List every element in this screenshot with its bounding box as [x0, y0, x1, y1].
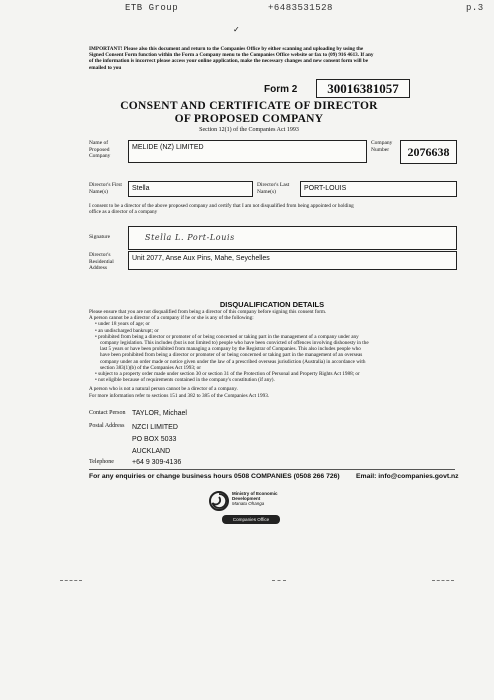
fax-artifact-line: [432, 580, 454, 581]
first-name-value: Stella: [132, 185, 150, 192]
form-number-box: [316, 79, 410, 98]
postal-line: AUCKLAND: [132, 448, 171, 455]
company-name-field: [128, 140, 367, 163]
fax-artifact-line: [60, 580, 82, 581]
address-label: Director's Residential Address: [89, 252, 114, 271]
contact-person-value: TAYLOR, Michael: [132, 410, 187, 417]
fax-number: +6483531528: [268, 3, 333, 13]
bullet-continuation: have been prohibited from being a director or promoter of or being concerned or taking part in the management of an overseas: [100, 352, 363, 359]
bullet-item: • under 18 years of age; or: [95, 321, 150, 328]
telephone-label: Telephone: [89, 459, 114, 465]
signature-field: [128, 226, 457, 250]
divider: [89, 469, 455, 470]
telephone-value: +64 9 309-4136: [132, 459, 182, 466]
signature-value: Stella L. Port-Louis: [145, 233, 235, 242]
form-number: 30016381057: [327, 81, 399, 96]
intro-line: A person cannot be a director of a company if he or she is any of the following:: [89, 315, 254, 322]
logo-line: Ministry of Economic: [232, 491, 278, 496]
disqualification-heading: DISQUALIFICATION DETAILS: [219, 300, 325, 309]
bullet-continuation: company under an order made or notice given under the law of a prescribed overseas jurisdiction (Australia) in accordance with: [100, 358, 366, 365]
form-title-line2: OF PROPOSED COMPANY: [174, 113, 324, 125]
disqualification-body: [89, 309, 455, 399]
contact-person-label: Contact Person: [89, 410, 126, 416]
company-number: 2076638: [407, 145, 450, 159]
ministry-logo: [208, 488, 298, 530]
fax-artifact-line: [272, 580, 286, 581]
check-mark: ✓: [233, 25, 240, 34]
logo-line: Manatu Ohanga: [232, 501, 265, 507]
companies-office-badge: Companies Office: [222, 515, 280, 524]
company-name-value: MELIDE (NZ) LIMITED: [132, 144, 204, 151]
address-field: [128, 251, 457, 270]
last-name-label: Director's Last Name(s): [257, 182, 290, 195]
form-title-line1: CONSENT AND CERTIFICATE OF DIRECTOR: [120, 100, 378, 112]
last-name-field: [300, 181, 457, 197]
notice-lead: IMPORTANT! Please also this document and return to the Companies Office by either scanning and uploading by using the: [89, 46, 364, 52]
bullet-continuation: last 5 years or have been prohibited from managing a company by the Registrar of Companies. This also includes people who: [100, 346, 361, 353]
company-name-label: Name of Proposed Company: [89, 140, 111, 159]
section-note: Section 12(1) of the Companies Act 1993: [199, 127, 299, 133]
consent-statement: [89, 203, 455, 215]
bullet-item: • prohibited from being a director or promoter of or being concerned or taking part in the management of a company under any: [95, 333, 359, 340]
postal-address: [132, 422, 178, 458]
last-name-value: PORT-LOUIS: [304, 185, 347, 192]
notice-line: emailed to you: [89, 64, 122, 71]
enquiries-line: For any enquiries or change business hours 0508 COMPANIES (0508 266 726): [89, 473, 340, 480]
notice-line: Signed Consent Form function within the Form a Company menu to the Companies Office website or fax to (09) 916 4613. If any: [89, 52, 374, 59]
company-number-box: [400, 140, 457, 164]
outro-line: A person who is not a natural person cannot be a director of a company.: [89, 386, 238, 393]
notice: [89, 46, 409, 71]
consent-line: I consent to be a director of the above proposed company and certify that I am not disqualified from being appointed or holding: [89, 203, 354, 209]
notice-line: of the information is incorrect please access your online application, make the necessary changes and new consent form will be: [89, 58, 369, 65]
postal-address-label: Postal Address: [89, 423, 125, 429]
bullet-item: • an undischarged bankrupt; or: [95, 327, 159, 334]
koru-logo-icon: [208, 490, 230, 512]
first-name-field: [128, 181, 253, 197]
address-value: Unit 2077, Anse Aux Pins, Mahe, Seychelles: [132, 255, 270, 262]
enquiries-email: Email: info@companies.govt.nz: [356, 473, 459, 480]
intro-line: Please ensure that you are not disqualified from being a director of this company before signing this consent form.: [89, 309, 327, 315]
outro-line: For more information refer to sections 151 and 382 to 385 of the Companies Act 1993.: [89, 392, 270, 399]
postal-line: PO BOX 5033: [132, 436, 177, 443]
bullet-continuation: section 383(1)(b) of the Companies Act 1993; or: [100, 364, 201, 371]
logo-line: Development: [232, 496, 261, 502]
form-label: Form 2: [264, 84, 298, 95]
signature-label: Signature: [89, 234, 111, 240]
bullet-continuation: company legislation. This includes (but is not limited to) people who have been convicted of offences involving dishonesty in the: [100, 340, 369, 347]
bullet-item: • subject to a property order made under section 30 or section 31 of the Protection of Personal and Property Rights Act 1988; or: [95, 371, 360, 378]
fax-sender: ETB Group: [125, 3, 179, 13]
company-number-label: Company Number: [371, 140, 393, 153]
first-name-label: Director's First Name(s): [89, 182, 122, 195]
bullet-item: • not eligible because of requirements contained in the company's constitution (if any).: [95, 377, 275, 384]
consent-line: office as a director of a company: [89, 209, 158, 216]
postal-line: NZCI LIMITED: [132, 424, 178, 431]
fax-page: p.3: [466, 3, 484, 13]
